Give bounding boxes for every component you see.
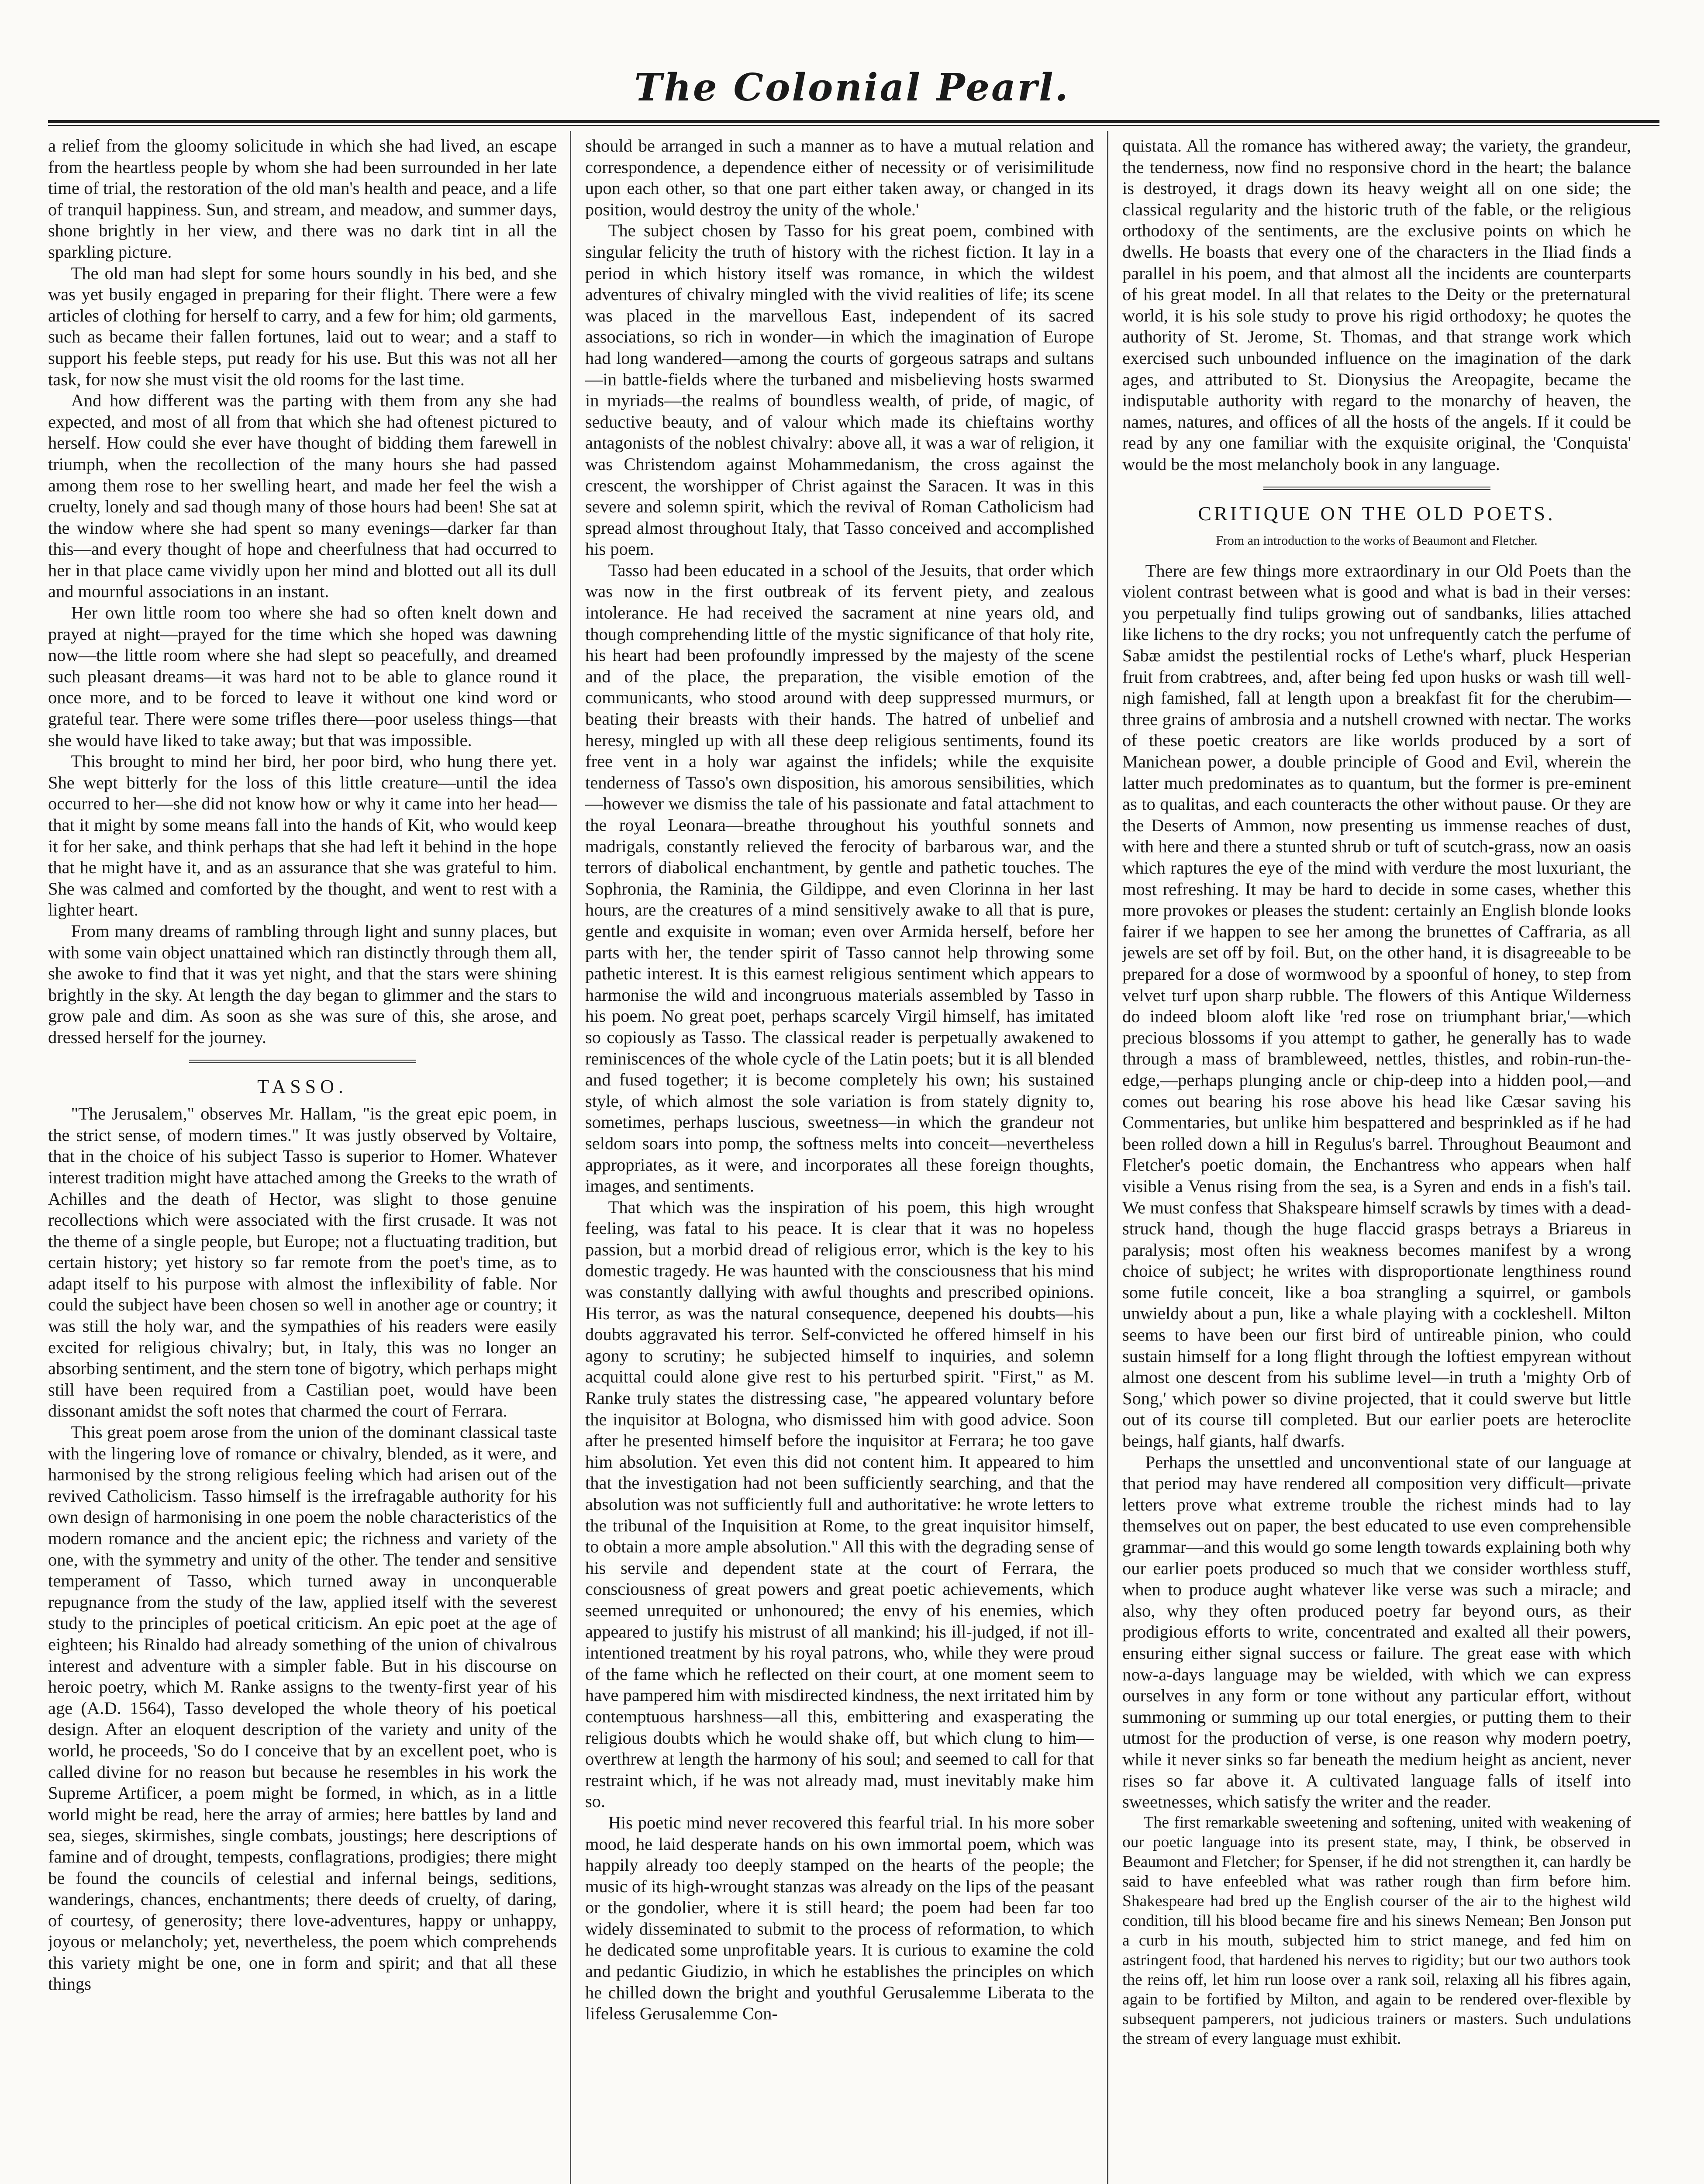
paragraph: And how different was the parting with them from any she had expected, and most of all from that which she had oftenest pictured to herself. How could she ever have thought of bidding them farewell in triumph, when the recollection of the many hours she had passed among them rose to her swelling heart, and made her feel the wish a cruelty, lonely and sad though many of those hours had been! She sat at the window where she had spent so many evenings—darker far than this—and every thought of hope and cheerfulness that had occurred to her in that place came vividly upon her mind and blotted out all its dull and mournful associations in an instant. — [48, 390, 557, 601]
paragraph: This brought to mind her bird, her poor bird, who hung there yet. She wept bitterly for the loss of this little creature—until the idea occurred to her—she did not know how or why it came into her head—that it might by some means fall into the hands of Kit, who would keep it for her sake, and think perhaps that she had left it behind in the hope that he might have it, and as an assurance that she was grateful to him. She was calmed and comforted by the thought, and went to rest with a lighter heart. — [48, 751, 557, 920]
column-divider — [570, 131, 571, 2184]
paragraph: should be arranged in such a manner as to have a mutual relation and correspondence, a dependence either of necessity or of verisimilitude upon each other, so that one part either taken away, or changed in its position, would destroy the unity of the whole.' — [585, 136, 1094, 219]
tasso-heading: TASSO. — [257, 1075, 348, 1097]
masthead-title: The Colonial Pearl. — [634, 66, 1070, 110]
paragraph: The old man had slept for some hours soundly in his bed, and she was yet busily engaged in preparing for their flight. There were a few articles of clothing for herself to carry, and a few for him; old garments, such as became their fallen fortunes, laid out to wear; and a staff to support his feeble steps, put ready for his use. But this was not all her task, for now she must visit the old rooms for the last time. — [48, 263, 557, 389]
paragraph: There are few things more extraordinary in our Old Poets than the violent contrast between what is good and what is bad in their verses: you perpetually find tulips growing out of sandbanks, lilies attached like lichens to the dry rocks; you not unfrequently catch the perfume of Sabæ amidst the pestilential rocks of Lethe's wharf, pluck Hesperian fruit from crabtrees, and, after being fed upon husks or wash till well-nigh famished, fall at length upon a breakfast fit for the cherubim—three grains of ambrosia and a nutshell crowned with nectar. The works of these poetic creators are like worlds produced by a sort of Manichean power, a double principle of Good and Evil, wherein the latter much predominates as to quantum, but the former is pre-eminent as to qualitas, and each counteracts the other without pause. Or they are the Deserts of Ammon, now presenting us immense reaches of dust, with here and there a stunted shrub or tuft of scutch-grass, now an oasis which raptures the eye of the mind with verdure the most luxuriant, the most refreshing. It may be hard to decide in some cases, whether this more provokes or pleases the student: certainly an English blonde looks fairer if we happen to see her among the brunettes of Caffraria, as all jewels are set off by foil. But, on the other hand, it is disagreeable to be prepared for a dose of wormwood by a spoonful of honey, to step from velvet turf upon sharp rubble. The flowers of this Antique Wilderness do indeed bloom aloft like 'red rose on triumphant briar,'—which precious blossoms if you attempt to gather, he generally has to wade through a mass of brambleweed, nettles, thistles, and robin-run-the-edge,—perhaps plunging ancle or chip-deep into a hidden pool,—and comes out bearing his rose above his head like Cæsar saving his Commentaries, but unlike him bespattered and besprinkled as if he had been rolled down a hill in Regulus's barrel. Throughout Beaumont and Fletcher's poetic domain, the Enchantress who appears when half visible a Venus rising from the sea, is a Syren and ends in a fish's tail. We must confess that Shakspeare himself scrawls by times with a dead-struck hand, though the huge flaccid grasps betrays a Briareus in paralysis; most often his weakness becomes manifest by a wrong choice of subject; he writes with disproportionate lengthiness round some futile conceit, like a boa strangling a squirrel, or gambols unwieldy about a pun, like a whale playing with a cockleshell. Milton seems to have been our first bird of untireable pinion, who could sustain himself for a long flight through the loftiest empyrean without almost one descent from his sublime level—in truth a 'mighty Orb of Song,' which power so divine projected, that it could swerve but little out of its course till completed. But our earlier poets are heteroclite beings, half giants, half dwarfs. — [1122, 560, 1631, 1451]
paragraph: Her own little room too where she had so often knelt down and prayed at night—prayed for the time which she hoped was dawning now—the little room where she had slept so peacefully, and dreamed such pleasant dreams—it was hard not to be able to glance round it once more, and to be forced to leave it without one kind word or grateful tear. There were some trifles there—poor useless things—that she would have liked to take away; but that was impossible. — [48, 603, 557, 750]
masthead-rule — [48, 120, 1659, 123]
paragraph: From many dreams of rambling through light and sunny places, but with some vain object unattained which ran distinctly through them all, she awoke to find that it was yet night, and that the stars were shining brightly in the sky. At length the day began to glimmer and the stars to grow pale and dim. As soon as she was sure of this, she arose, and dressed herself for the journey. — [48, 921, 557, 1047]
column-1 — [48, 135, 557, 2184]
paragraph: quistata. All the romance has withered away; the variety, the grandeur, the tenderness, now find no responsive chord in the heart; the balance is destroyed, it drags down its heavy weight all on one side; the classical regularity and the historic truth of the fable, or the religious orthodoxy of the sentiments, are the exclusive points on which he dwells. He boasts that every one of the characters in the Iliad finds a parallel in his poem, and that almost all the incidents are counterparts of his great model. In all that relates to the Deity or the preternatural world, it is his sole study to prove his rigid orthodoxy; he quotes the authority of St. Jerome, St. Thomas, and that strange work which exercised such unbounded influence on the imagination of the dark ages, and attributed to St. Dionysius the Areopagite, became the indisputable authority with regard to the monarchy of heaven, the names, natures, and offices of all the hosts of the angels. If it could be read by any one familiar with the exquisite original, the 'Conquista' would be the most melancholy book in any language. — [1122, 136, 1631, 474]
paragraph: The first remarkable sweetening and softening, united with weakening of our poetic language into its present state, may, I think, be observed in Beaumont and Fletcher; for Spenser, if he did not strengthen it, can hardly be said to have enfeebled what was rather rough than firm before him. Shakespeare had bred up the English courser of the air to the highest wild condition, till his blood became fire and his sinews Nemean; Ben Jonson put a curb in his mouth, subjected him to strict manege, and fed him on astringent food, that hardened his nerves to rigidity; but our two authors took the reins off, let him run loose over a rank soil, relaxing all his fibres again, again to be fortified by Milton, and again to be rendered over-flexible by subsequent pamperers, not judicious trainers or masters. Such undulations the stream of every language must exhibit. — [1122, 1813, 1631, 2048]
masthead-rule-thin — [48, 125, 1659, 126]
column-2 — [585, 135, 1094, 2184]
column-divider — [1107, 131, 1108, 2184]
paragraph: This great poem arose from the union of the dominant classical taste with the lingering love of romance or chivalry, blended, as it were, and harmonised by the strong religious feeling which had arisen out of the revived Catholicism. Tasso himself is the irrefragable authority for his own design of harmonising in one poem the noble characteristics of the modern romance and the ancient epic; the richness and variety of the one, with the symmetry and unity of the other. The tender and sensitive temperament of Tasso, which turned away in unconquerable repugnance from the study of the law, applied itself with the severest study to the principles of poetical criticism. An epic poet at the age of eighteen; his Rinaldo had already something of the union of chivalrous interest and adventure with a simpler fable. But in his discourse on heroic poetry, which M. Ranke assigns to the twenty-first year of his age (A.D. 1564), Tasso developed the whole theory of his poetical design. After an eloquent description of the variety and unity of the world, he proceeds, 'So do I conceive that by an excellent poet, who is called divine for no reason but because he resembles in his work the Supreme Artificer, a poem might be formed, in which, as in a little world might be read, here the array of armies; here battles by land and sea, sieges, skirmishes, single combats, joustings; here descriptions of famine and of drought, tempests, conflagrations, prodigies; there might be found the councils of celestial and infernal beings, seditions, wanderings, chances, enchantments; there deeds of cruelty, of daring, of courtesy, of generosity; there love-adventures, happy or unhappy, joyous or melancholy; yet, nevertheless, the poem which comprehends this variety might be one, one in form and spirit; and that all these things — [48, 1422, 557, 1994]
paragraph: The subject chosen by Tasso for his great poem, combined with singular felicity the truth of history with the richest fiction. It lay in a period in which history itself was romance, in which the wildest adventures of chivalry mingled with the vivid realities of life; its scene was placed in the marvellous East, independent of its sacred associations, so rich in wonder—in which the imagination of Europe had long wandered—among the courts of gorgeous satraps and sultans—in battle-fields where the turbaned and misbelieving hosts swarmed in myriads—the realms of boundless wealth, of pride, of magic, of seductive beauty, and of valour which made its chieftains worthy antagonists of the noblest chivalry: above all, it was a war of religion, it was Christendom against Mohammedanism, the cross against the crescent, the worshipper of Christ against the Saracen. It was in this severe and solemn spirit, which the revival of Roman Catholicism had spread almost throughout Italy, that Tasso conceived and accomplished his poem. — [585, 221, 1094, 559]
critique-subheading: From an introduction to the works of Beaumont and Fletcher. — [1216, 533, 1538, 548]
section-divider — [189, 1060, 416, 1063]
critique-heading: CRITIQUE ON THE OLD POETS. — [1198, 502, 1556, 525]
paragraph: a relief from the gloomy solicitude in which she had lived, an escape from the heartless people by whom she had been surrounded in her late time of trial, the restoration of the old man's health and peace, and a life of tranquil happiness. Sun, and stream, and meadow, and summer days, shone brightly in her view, and there was no dark tint in all the sparkling picture. — [48, 136, 557, 262]
paragraph: "The Jerusalem," observes Mr. Hallam, "is the great epic poem, in the strict sense, of modern times." It was justly observed by Voltaire, that in the choice of his subject Tasso is superior to Homer. Whatever interest tradition might have attached among the Greeks to the wrath of Achilles and the death of Hector, was slight to those genuine recollections which were associated with the first crusade. It was not the theme of a single people, but Europe; not a fluctuating tradition, but certain history; yet history so far remote from the poet's time, as to adapt itself to his purpose with almost the inflexibility of fable. Nor could the subject have been chosen so well in another age or country; it was still the holy war, and the sympathies of his readers were easily excited for religious chivalry; but, in Italy, this was no longer an absorbing sentiment, and the stern tone of bigotry, which perhaps might still have been required from a Castilian poet, would have been dissonant amidst the soft notes that charmed the court of Ferrara. — [48, 1104, 557, 1421]
section-divider — [1263, 487, 1490, 490]
column-3 — [1122, 135, 1631, 2184]
paragraph: His poetic mind never recovered this fearful trial. In his more sober mood, he laid desperate hands on his own immortal poem, which was happily already too deeply stamped on the hearts of the people; the music of its high-wrought stanzas was already on the lips of the peasant or the gondolier, where it is still heard; the poem had been far too widely disseminated to submit to the process of reformation, to which he dedicated some unprofitable years. It is curious to examine the cold and pedantic Giudizio, in which he establishes the principles on which he chilled down the bright and youthful Gerusalemme Liberata to the lifeless Gerusalemme Con- — [585, 1812, 1094, 2024]
paragraph: Perhaps the unsettled and unconventional state of our language at that period may have rendered all composition very difficult—private letters prove what extreme trouble the richest minds had to lay themselves out on paper, the best educated to use even comprehensible grammar—and this would go some length towards explaining both why our earlier poets produced so much that we consider worthless stuff, when to produce aught whatever like verse was such a miracle; and also, why they often produced poetry far beyond ours, as their prodigious efforts to write, concentrated and exalted all their powers, ensuring either signal success or failure. The great ease with which now-a-days language may be wielded, with which we can express ourselves in any form or tone without any particular effort, without summoning or summing up our total energies, or putting them to their utmost for the production of verse, is one reason why modern poetry, while it never sinks so far beneath the medium height as ancient, never rises so far above it. A cultivated language falls of itself into sweetnesses, which satisfy the writer and the reader. — [1122, 1452, 1631, 1812]
paragraph: That which was the inspiration of his poem, this high wrought feeling, was fatal to his peace. It is clear that it was no hopeless passion, but a morbid dread of religious error, which is the key to his domestic tragedy. He was haunted with the consciousness that his mind was constantly dallying with awful thoughts and prescribed opinions. His terror, as was the natural consequence, deepened his doubts—his doubts aggravated his terror. Self-convicted he offered himself in his agony to scrutiny; he subjected himself to inquiries, and solemn acquittal could alone give rest to his perturbed spirit. "First," as M. Ranke truly states the distressing case, "he appeared voluntary before the inquisitor at Bologna, who dismissed him with good advice. Soon after he presented himself before the inquisitor at Ferrara; he too gave him absolution. Yet even this did not content him. It appeared to him that the investigation had not been sufficiently searching, and that the absolution was not sufficiently full and authoritative: he wrote letters to the tribunal of the Inquisition at Rome, to the great inquisitor himself, to obtain a more ample absolution." All this with the degrading sense of his servile and dependent state at the court of Ferrara, the consciousness of great powers and great poetic achievements, which seemed unrequited or unhonoured; the envy of his enemies, which appeared to justify his mistrust of all mankind; his ill-judged, if not ill-intentioned treatment by his royal patrons, who, while they were proud of the fame which he reflected on their court, at one moment seem to have pampered him with misdirected kindness, the next irritated him by contemptuous harshness—all this, embittering and exasperating the religious doubts which he would shake off, but which clung to him—overthrew at length the harmony of his soul; and seemed to call for that restraint which, if he was not already mad, must inevitably make him so. — [585, 1197, 1094, 1811]
paragraph: Tasso had been educated in a school of the Jesuits, that order which was now in the first outbreak of its fervent piety, and zealous intolerance. He had received the sacrament at nine years old, and though comprehending little of the mystic significance of that holy rite, his heart had been profoundly impressed by the majesty of the scene and of the place, the preparation, the visible emotion of the communicants, who stood around with deep suppressed murmurs, or beating their breasts with their hands. The hatred of unbelief and heresy, mingled up with all these deep religious sentiments, found its free vent in a holy war against the infidels; while the exquisite tenderness of Tasso's own disposition, his amorous sensibilities, which—however we dismiss the tale of his passionate and fatal attachment to the royal Leonara—breathe throughout his youthful sonnets and madrigals, constantly relieved the ferocity of barbarous war, and the terrors of diabolical enchantment, by gentle and pathetic touches. The Sophronia, the Raminia, the Gildippe, and even Clorinna in her last hours, are the creatures of a mind sensitively awake to all that is pure, gentle and exquisite in woman; even over Armida herself, before her parts with her, the tender spirit of Tasso cannot help throwing some pathetic interest. It is this earnest religious sentiment which appears to harmonise the wild and incongruous materials assembled by Tasso in his poem. No great poet, perhaps scarcely Virgil himself, has imitated so copiously as Tasso. The classical reader is perpetually awakened to reminiscences of the whole cycle of the Latin poets; but it is all blended and fused together; it is become completely his own; his sustained style, of which almost the sole variation is from stately dignity to, sometimes, perhaps luscious, sweetness—in which the grandeur not seldom soars into pomp, the softness melts into conceit—nevertheless appropriates, as it were, and incorporates all these foreign thoughts, images, and sentiments. — [585, 560, 1094, 1196]
masthead — [0, 66, 1704, 118]
